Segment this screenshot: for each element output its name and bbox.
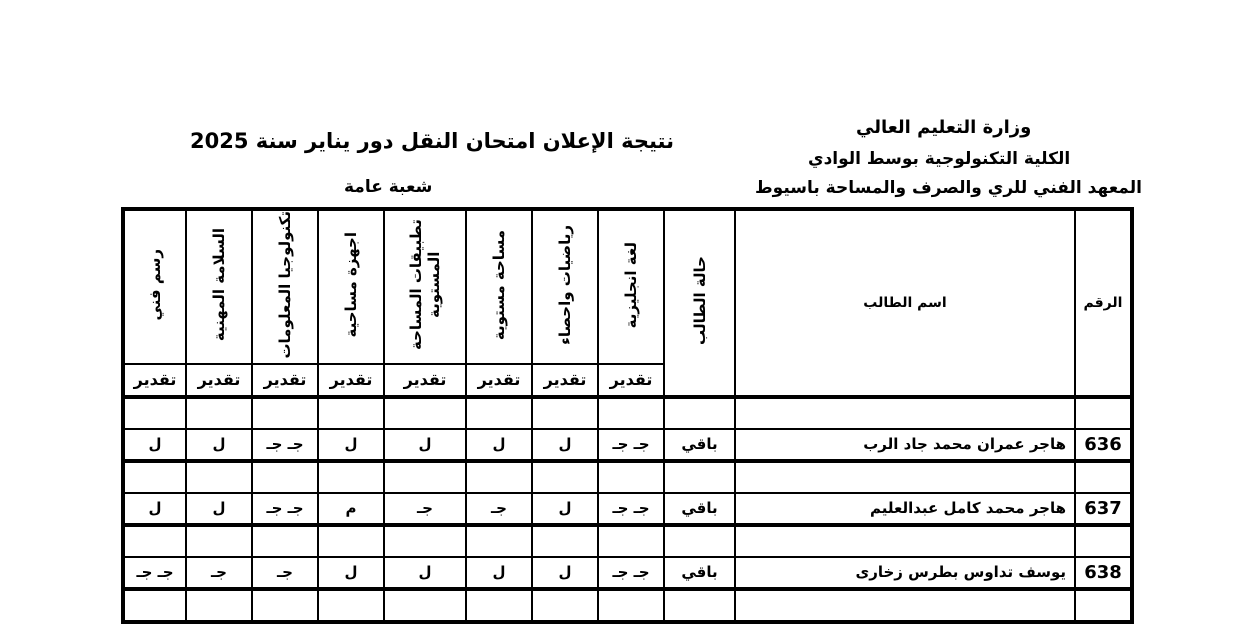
- header-subject: رسم فني: [123, 209, 186, 364]
- header-status: حالة الطالب: [664, 209, 735, 397]
- header-subject: تطبيقات المساحة المستوية: [384, 209, 466, 364]
- student-status: باقي: [664, 493, 735, 525]
- student-number: 636: [1075, 429, 1132, 461]
- ministry-name: وزارة التعليم العالي: [856, 117, 1032, 138]
- grade-cell: ل: [123, 429, 186, 461]
- grade-cell: جـ: [186, 557, 252, 589]
- grade-cell: ل: [532, 429, 598, 461]
- spacer-row: [123, 461, 1132, 493]
- grade-cell: جـ جـ: [123, 557, 186, 589]
- grade-cell: جـ جـ: [252, 493, 318, 525]
- grade-cell: ل: [186, 493, 252, 525]
- grade-cell: جـ: [252, 557, 318, 589]
- header-subject: مساحة مستوية: [466, 209, 532, 364]
- student-number: 638: [1075, 557, 1132, 589]
- header-subject: رياضيات واحصاء: [532, 209, 598, 364]
- grade-cell: ل: [186, 429, 252, 461]
- grade-cell: ل: [384, 557, 466, 589]
- grade-cell: جـ: [384, 493, 466, 525]
- grade-label: تقدير: [318, 364, 384, 397]
- header-number: الرقم: [1075, 209, 1132, 397]
- table-row: [123, 493, 1132, 525]
- student-status: باقي: [664, 429, 735, 461]
- grade-label: تقدير: [532, 364, 598, 397]
- student-name: يوسف تداوس بطرس زخارى: [735, 557, 1075, 589]
- header-subject: لغة انجليزية: [598, 209, 664, 364]
- header-subject: السلامة المهنية: [186, 209, 252, 364]
- grade-cell: جـ جـ: [598, 493, 664, 525]
- grade-label: تقدير: [186, 364, 252, 397]
- grade-label: تقدير: [252, 364, 318, 397]
- table-row: [123, 557, 1132, 589]
- student-name: هاجر عمران محمد جاد الرب: [735, 429, 1075, 461]
- document-title: نتيجة الإعلان امتحان النقل دور يناير سنة 2025: [190, 129, 674, 153]
- section-label: شعبة عامة: [344, 177, 433, 197]
- table-row: [123, 429, 1132, 461]
- grade-label: تقدير: [598, 364, 664, 397]
- grade-cell: ل: [123, 493, 186, 525]
- student-number: 637: [1075, 493, 1132, 525]
- grade-cell: ل: [318, 557, 384, 589]
- institute-name: المعهد الفني للري والصرف والمساحة باسيوط: [755, 178, 1142, 198]
- grade-cell: ل: [532, 493, 598, 525]
- spacer-row: [123, 397, 1132, 429]
- grade-cell: ل: [532, 557, 598, 589]
- grade-label: تقدير: [466, 364, 532, 397]
- grade-cell: ل: [318, 429, 384, 461]
- header-subject: تكنولوجيا المعلومات: [252, 209, 318, 364]
- results-table: [121, 207, 1134, 624]
- spacer-row: [123, 589, 1132, 622]
- grade-label: تقدير: [123, 364, 186, 397]
- grade-cell: جـ: [466, 493, 532, 525]
- grade-label: تقدير: [384, 364, 466, 397]
- grade-cell: ل: [466, 429, 532, 461]
- spacer-row: [123, 525, 1132, 557]
- student-status: باقي: [664, 557, 735, 589]
- header-name: اسم الطالب: [735, 209, 1075, 397]
- grade-cell: جـ جـ: [252, 429, 318, 461]
- grade-cell: م: [318, 493, 384, 525]
- grade-cell: ل: [384, 429, 466, 461]
- student-name: هاجر محمد كامل عبدالعليم: [735, 493, 1075, 525]
- grade-cell: ل: [466, 557, 532, 589]
- grade-cell: جـ جـ: [598, 557, 664, 589]
- grade-cell: جـ جـ: [598, 429, 664, 461]
- header-subject: اجهزة مساحية: [318, 209, 384, 364]
- college-name: الكلية التكنولوجية بوسط الوادي: [808, 149, 1071, 169]
